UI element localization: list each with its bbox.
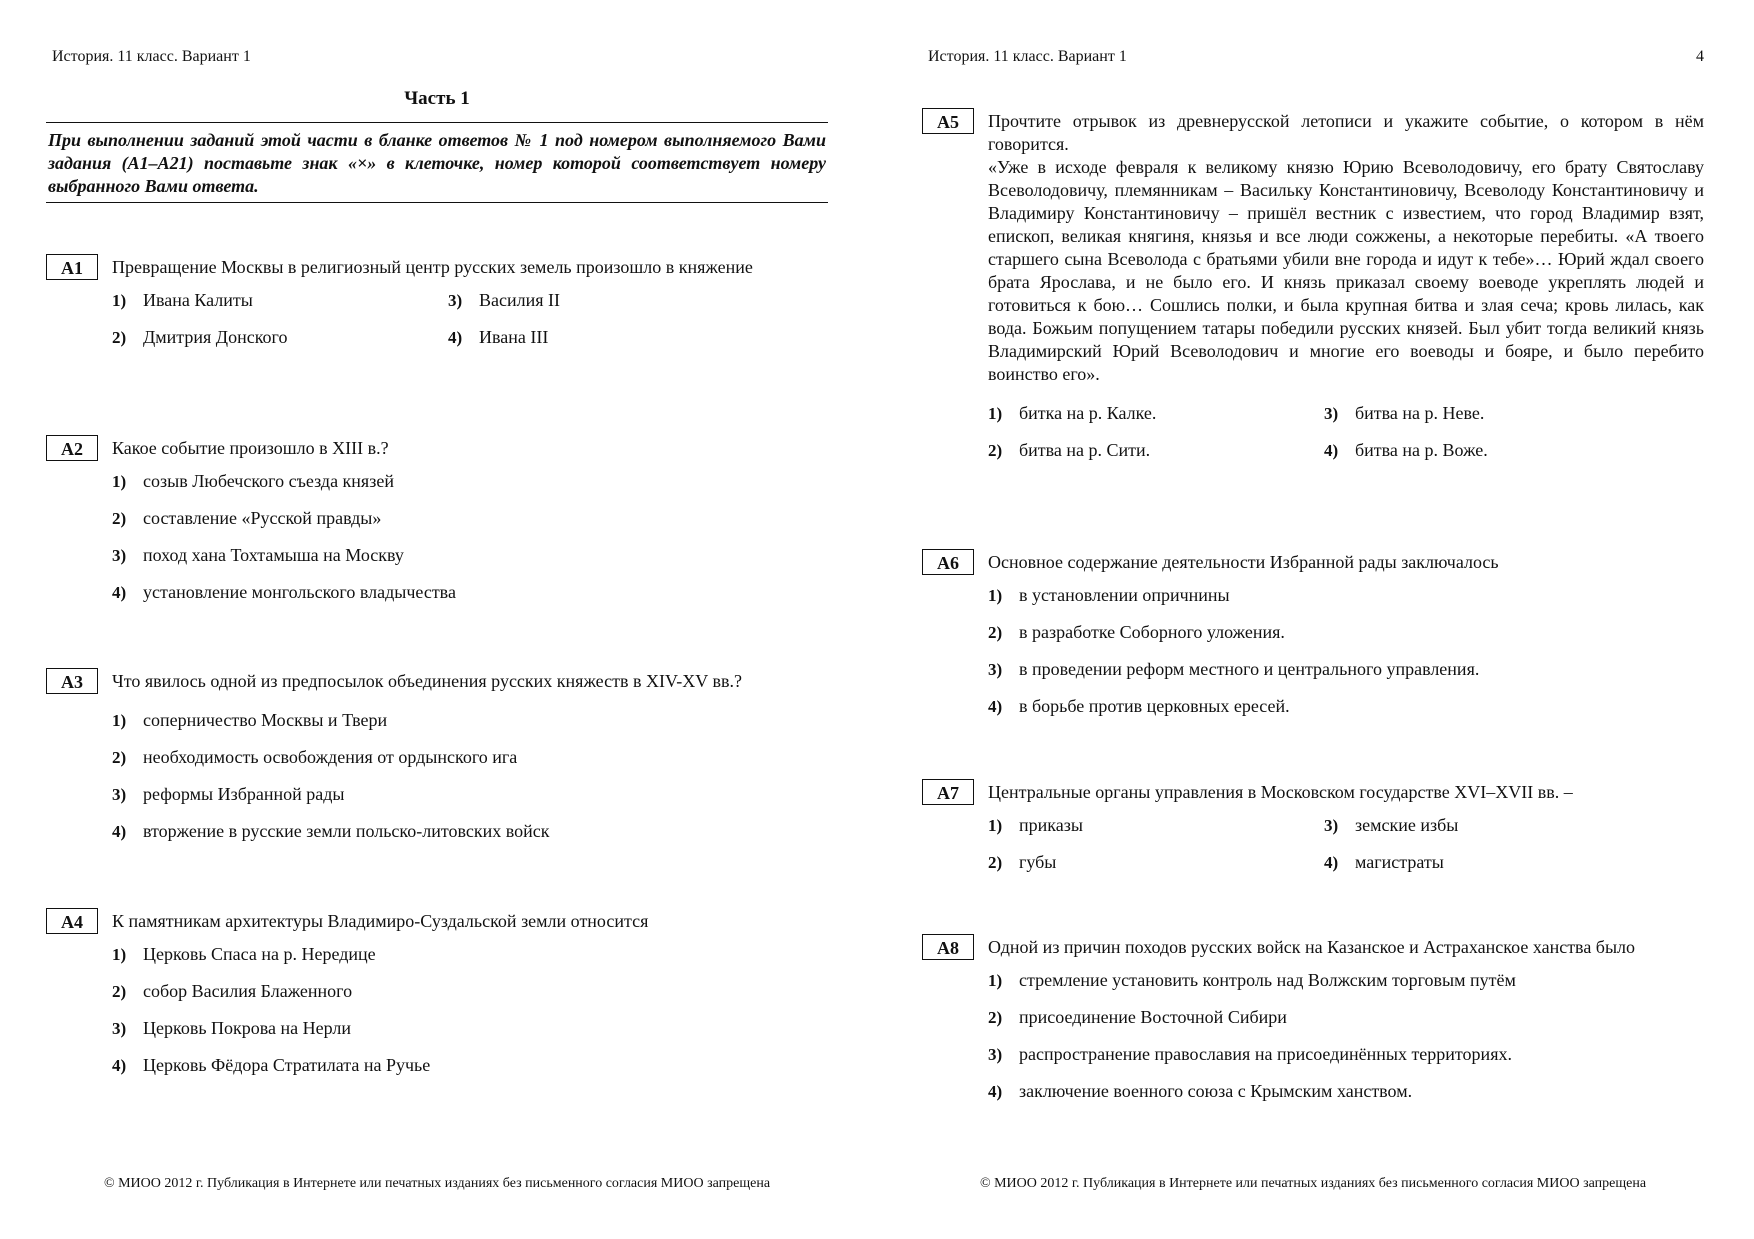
answer-option [112,943,828,980]
option-number: 1) [112,945,127,964]
question-text: Центральные органы управления в Московском государстве XVI–XVII вв. – [988,782,1573,802]
option-number: 3) [988,1045,1003,1064]
question-text: Какое событие произошло в XIII в.? [112,438,389,458]
option-text: магистраты [1355,852,1444,872]
question-label: А6 [922,549,974,575]
copyright-footer: © МИОО 2012 г. Публикация в Интернете или печатных изданиях без письменного согласия МИОО запрещена [979,1176,1647,1191]
question-a4 [46,908,828,1091]
answer-option [988,584,1704,621]
answer-option [988,1043,1704,1080]
option-text: созыв Любечского съезда князей [143,471,394,491]
answer-option [988,439,1324,476]
answer-option [1324,402,1660,439]
option-text: битва на р. Неве. [1355,403,1485,423]
question-a5 [922,108,1704,476]
question-a2 [46,435,828,618]
answer-option [112,581,828,618]
answer-option [988,1080,1704,1117]
question-a6 [922,549,1704,732]
option-text: в проведении реформ местного и центрального управления. [1019,659,1480,679]
answer-option [112,820,828,857]
option-number: 2) [112,748,127,767]
option-number: 4) [1324,853,1339,872]
answer-option [1324,851,1660,888]
answer-option [112,1017,828,1054]
right-page [922,0,1704,1239]
answer-option [112,289,448,326]
answer-option [112,980,828,1017]
answer-option [988,851,1324,888]
answer-option [112,746,828,783]
chronicle-quote: «Уже в исходе февраля к великому князю Юрию Всеволодовичу, его брату Святославу Всеволодовичу, племянникам – Васильку Константиновичу, Всеволоду Константиновичу и Владимиру Константиновичу – пришёл вестник с известием, что город Владимир взят, епископ, великая княгиня, князья и все люди сожжены, а некоторые перебиты. «А твоего старшего сына Всеволода с братьями убили вне города и идут к тебе»… Юрий ждал своего брата Ярослава, и не было его. И князь приказал своему воеводе укреплять людей и готовиться к бою… Сошлись полки, и была крупная битва и злая сеча; кровь лилась, как вода. Божьим попущением татары победили русских князей. Был убит тогда великий князь Владимирский Юрий Всеволодович и многие его воеводы и бояре, и было перебито воинство его». [988,157,1704,384]
option-text: приказы [1019,815,1083,835]
option-number: 4) [448,328,463,347]
option-text: присоединение Восточной Сибири [1019,1007,1287,1027]
option-number: 1) [112,711,127,730]
answer-option [1324,814,1660,851]
question-label: А2 [46,435,98,461]
question-label: А8 [922,934,974,960]
answer-option [988,621,1704,658]
option-text: в разработке Соборного уложения. [1019,622,1285,642]
option-text: Церковь Покрова на Нерли [143,1018,352,1038]
answer-option [988,969,1704,1006]
option-number: 2) [112,509,127,528]
answer-option [448,289,784,326]
option-text: реформы Избранной рады [143,784,345,804]
option-text: в борьбе против церковных ересей. [1019,696,1290,716]
option-number: 2) [988,623,1003,642]
question-text: Что явилось одной из предпосылок объединения русских княжеств в XIV-XV вв.? [112,671,742,691]
option-text: заключение военного союза с Крымским ханством. [1019,1081,1413,1101]
option-number: 3) [112,1019,127,1038]
option-number: 3) [448,291,463,310]
answer-option [1324,439,1660,476]
option-number: 4) [112,822,127,841]
answer-option [112,1054,828,1091]
question-text: Превращение Москвы в религиозный центр русских земель произошло в княжение [112,257,753,277]
option-number: 2) [112,982,127,1001]
option-number: 1) [988,816,1003,835]
option-text: необходимость освобождения от ордынского ига [143,747,518,767]
question-text: Одной из причин походов русских войск на Казанское и Астраханское ханства было [988,937,1636,957]
question-label: А5 [922,108,974,134]
option-number: 2) [988,441,1003,460]
answer-option [112,470,828,507]
option-number: 2) [988,853,1003,872]
option-number: 3) [988,660,1003,679]
answer-option [112,326,448,363]
question-prompt: Прочтите отрывок из древнерусской летописи и укажите событие, о котором в нём говорится. [988,111,1704,154]
option-number: 2) [112,328,127,347]
option-text: поход хана Тохтамыша на Москву [143,545,404,565]
option-text: Церковь Фёдора Стратилата на Ручье [143,1055,431,1075]
copyright-footer: © МИОО 2012 г. Публикация в Интернете или печатных изданиях без письменного согласия МИОО запрещена [103,1176,771,1191]
option-number: 2) [988,1008,1003,1027]
question-label: А3 [46,668,98,694]
option-text: стремление установить контроль над Волжским торговым путём [1019,970,1516,990]
header-title: История. 11 класс. Вариант 1 [928,48,1127,65]
option-text: земские избы [1355,815,1459,835]
option-number: 1) [112,472,127,491]
answer-option [988,814,1324,851]
option-text: распространение православия на присоединённых территориях. [1019,1044,1512,1064]
page-header [928,48,1704,66]
option-number: 4) [988,1082,1003,1101]
option-text: Ивана Калиты [143,290,253,310]
question-label: А4 [46,908,98,934]
page-header: История. 11 класс. Вариант 1 [52,48,251,65]
answer-option [112,783,828,820]
option-number: 3) [112,546,127,565]
option-text: установление монгольского владычества [143,582,456,602]
option-text: Ивана III [479,327,549,347]
option-text: соперничество Москвы и Твери [143,710,388,730]
question-a3 [46,668,828,857]
page-number: 4 [1696,48,1704,65]
answer-option [112,544,828,581]
option-number: 4) [988,697,1003,716]
option-number: 1) [988,404,1003,423]
question-a7 [922,779,1704,888]
option-text: битка на р. Калке. [1019,403,1157,423]
question-label: А7 [922,779,974,805]
option-number: 3) [1324,816,1339,835]
answer-option [448,326,784,363]
question-a1 [46,254,828,363]
option-number: 4) [112,1056,127,1075]
part-title: Часть 1 [404,88,470,109]
answer-option [988,402,1324,439]
option-text: составление «Русской правды» [143,508,382,528]
option-text: Церковь Спаса на р. Нередице [143,944,376,964]
question-text: К памятникам архитектуры Владимиро-Суздальской земли относится [112,911,649,931]
option-number: 1) [112,291,127,310]
left-page [46,0,828,1239]
option-number: 1) [988,971,1003,990]
option-text: битва на р. Воже. [1355,440,1488,460]
answer-option [112,507,828,544]
question-label: А1 [46,254,98,280]
option-number: 4) [1324,441,1339,460]
question-text [988,108,1704,386]
option-number: 1) [988,586,1003,605]
answer-option [112,709,828,746]
option-text: Дмитрия Донского [143,327,288,347]
answer-option [988,658,1704,695]
option-text: губы [1019,852,1057,872]
option-text: вторжение в русские земли польско-литовских войск [143,821,550,841]
option-text: в установлении опричнины [1019,585,1230,605]
option-text: Василия II [479,290,560,310]
instructions: При выполнении заданий этой части в бланке ответов № 1 под номером выполняемого Вами задания (А1–А21) поставьте знак «×» в клеточке, номер которой соответствует номеру выбранного Вами ответа. [46,122,828,203]
option-number: 3) [1324,404,1339,423]
question-text: Основное содержание деятельности Избранной рады заключалось [988,552,1499,572]
question-a8 [922,934,1704,1117]
option-number: 4) [112,583,127,602]
answer-option [988,695,1704,732]
option-text: собор Василия Блаженного [143,981,353,1001]
answer-option [988,1006,1704,1043]
option-text: битва на р. Сити. [1019,440,1151,460]
option-number: 3) [112,785,127,804]
